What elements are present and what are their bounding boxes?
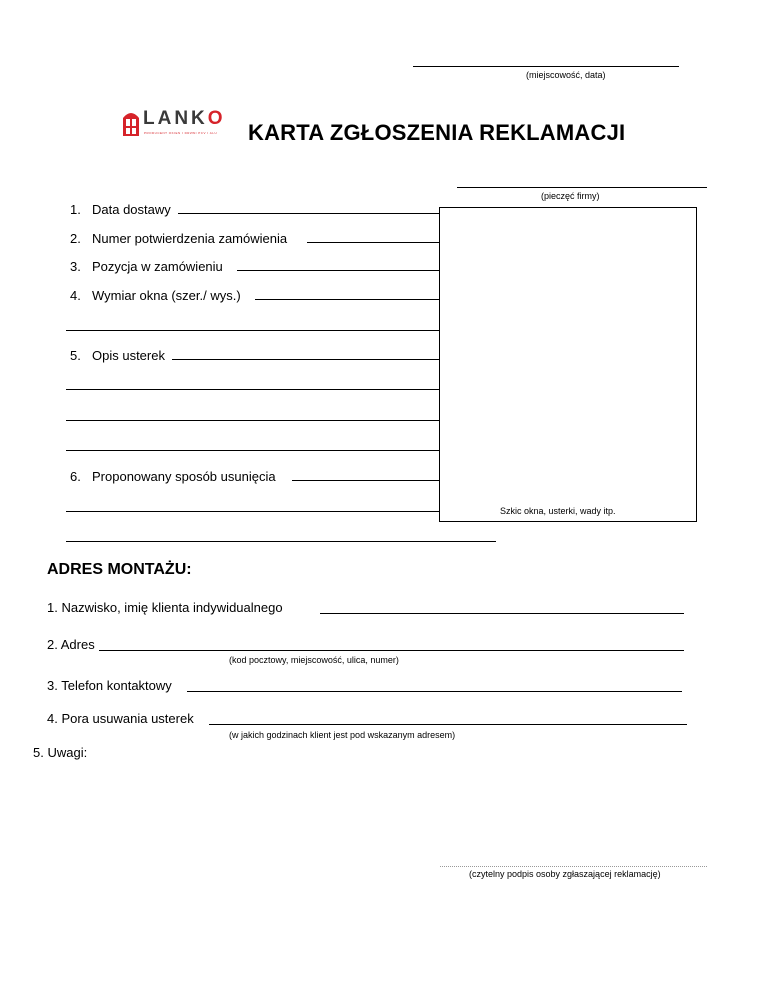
item-5-label: Opis usterek — [92, 348, 165, 363]
signature-line[interactable] — [440, 866, 707, 867]
client-name-label: 1. Nazwisko, imię klienta indywidualnego — [47, 600, 283, 615]
window-size-field-2[interactable] — [66, 330, 440, 331]
stamp-caption: (pieczęć firmy) — [541, 191, 600, 201]
phone-field[interactable] — [187, 691, 682, 692]
item-4-number: 4. — [70, 288, 81, 303]
logo-lank: LANK — [143, 108, 208, 129]
logo-tagline: PRODUCENT OKIEN I DRZWI PCV I ALU — [144, 131, 218, 135]
item-4-label: Wymiar okna (szer./ wys.) — [92, 288, 241, 303]
address-hint: (kod pocztowy, miejscowość, ulica, numer) — [229, 655, 399, 665]
proposed-fix-field[interactable] — [292, 480, 440, 481]
item-3-label: Pozycja w zamówieniu — [92, 259, 223, 274]
proposed-fix-field-2[interactable] — [66, 511, 440, 512]
item-6-number: 6. — [70, 469, 81, 484]
defect-description-field[interactable] — [172, 359, 440, 360]
place-date-line[interactable] — [413, 66, 679, 67]
phone-label: 3. Telefon kontaktowy — [47, 678, 172, 693]
logo-wordmark — [143, 108, 226, 130]
page-title: KARTA ZGŁOSZENIA REKLAMACJI — [248, 120, 626, 145]
notes-label: 5. Uwagi: — [33, 745, 88, 760]
defect-description-field-2[interactable] — [66, 389, 440, 390]
repair-time-field[interactable] — [209, 724, 687, 725]
repair-time-hint: (w jakich godzinach klient jest pod wskazanym adresem) — [229, 730, 456, 740]
defect-description-field-3[interactable] — [66, 420, 440, 421]
item-1-number: 1. — [70, 202, 81, 217]
window-logo-icon — [122, 110, 140, 136]
sketch-caption: Szkic okna, usterki, wady itp. — [500, 506, 616, 516]
proposed-fix-field-3[interactable] — [66, 541, 496, 542]
sketch-box[interactable] — [439, 207, 697, 522]
item-2-number: 2. — [70, 231, 81, 246]
address-field[interactable] — [99, 650, 684, 651]
logo-o: O — [207, 108, 226, 129]
stamp-line — [457, 187, 707, 188]
signature-caption: (czytelny podpis osoby zgłaszającej reklamację) — [469, 869, 661, 879]
item-5-number: 5. — [70, 348, 81, 363]
item-6-label: Proponowany sposób usunięcia — [92, 469, 276, 484]
delivery-date-field[interactable] — [178, 213, 440, 214]
address-label: 2. Adres — [47, 637, 95, 652]
window-size-field[interactable] — [255, 299, 440, 300]
item-1-label: Data dostawy — [92, 202, 171, 217]
defect-description-field-4[interactable] — [66, 450, 440, 451]
order-position-field[interactable] — [237, 270, 440, 271]
item-2-label: Numer potwierdzenia zamówienia — [92, 231, 288, 246]
order-confirmation-field[interactable] — [307, 242, 440, 243]
address-heading: ADRES MONTAŻU: — [47, 561, 192, 578]
item-3-number: 3. — [70, 259, 81, 274]
lanko-logo — [122, 110, 232, 140]
repair-time-label: 4. Pora usuwania usterek — [47, 711, 194, 726]
client-name-field[interactable] — [320, 613, 684, 614]
place-date-caption: (miejscowość, data) — [526, 70, 606, 80]
